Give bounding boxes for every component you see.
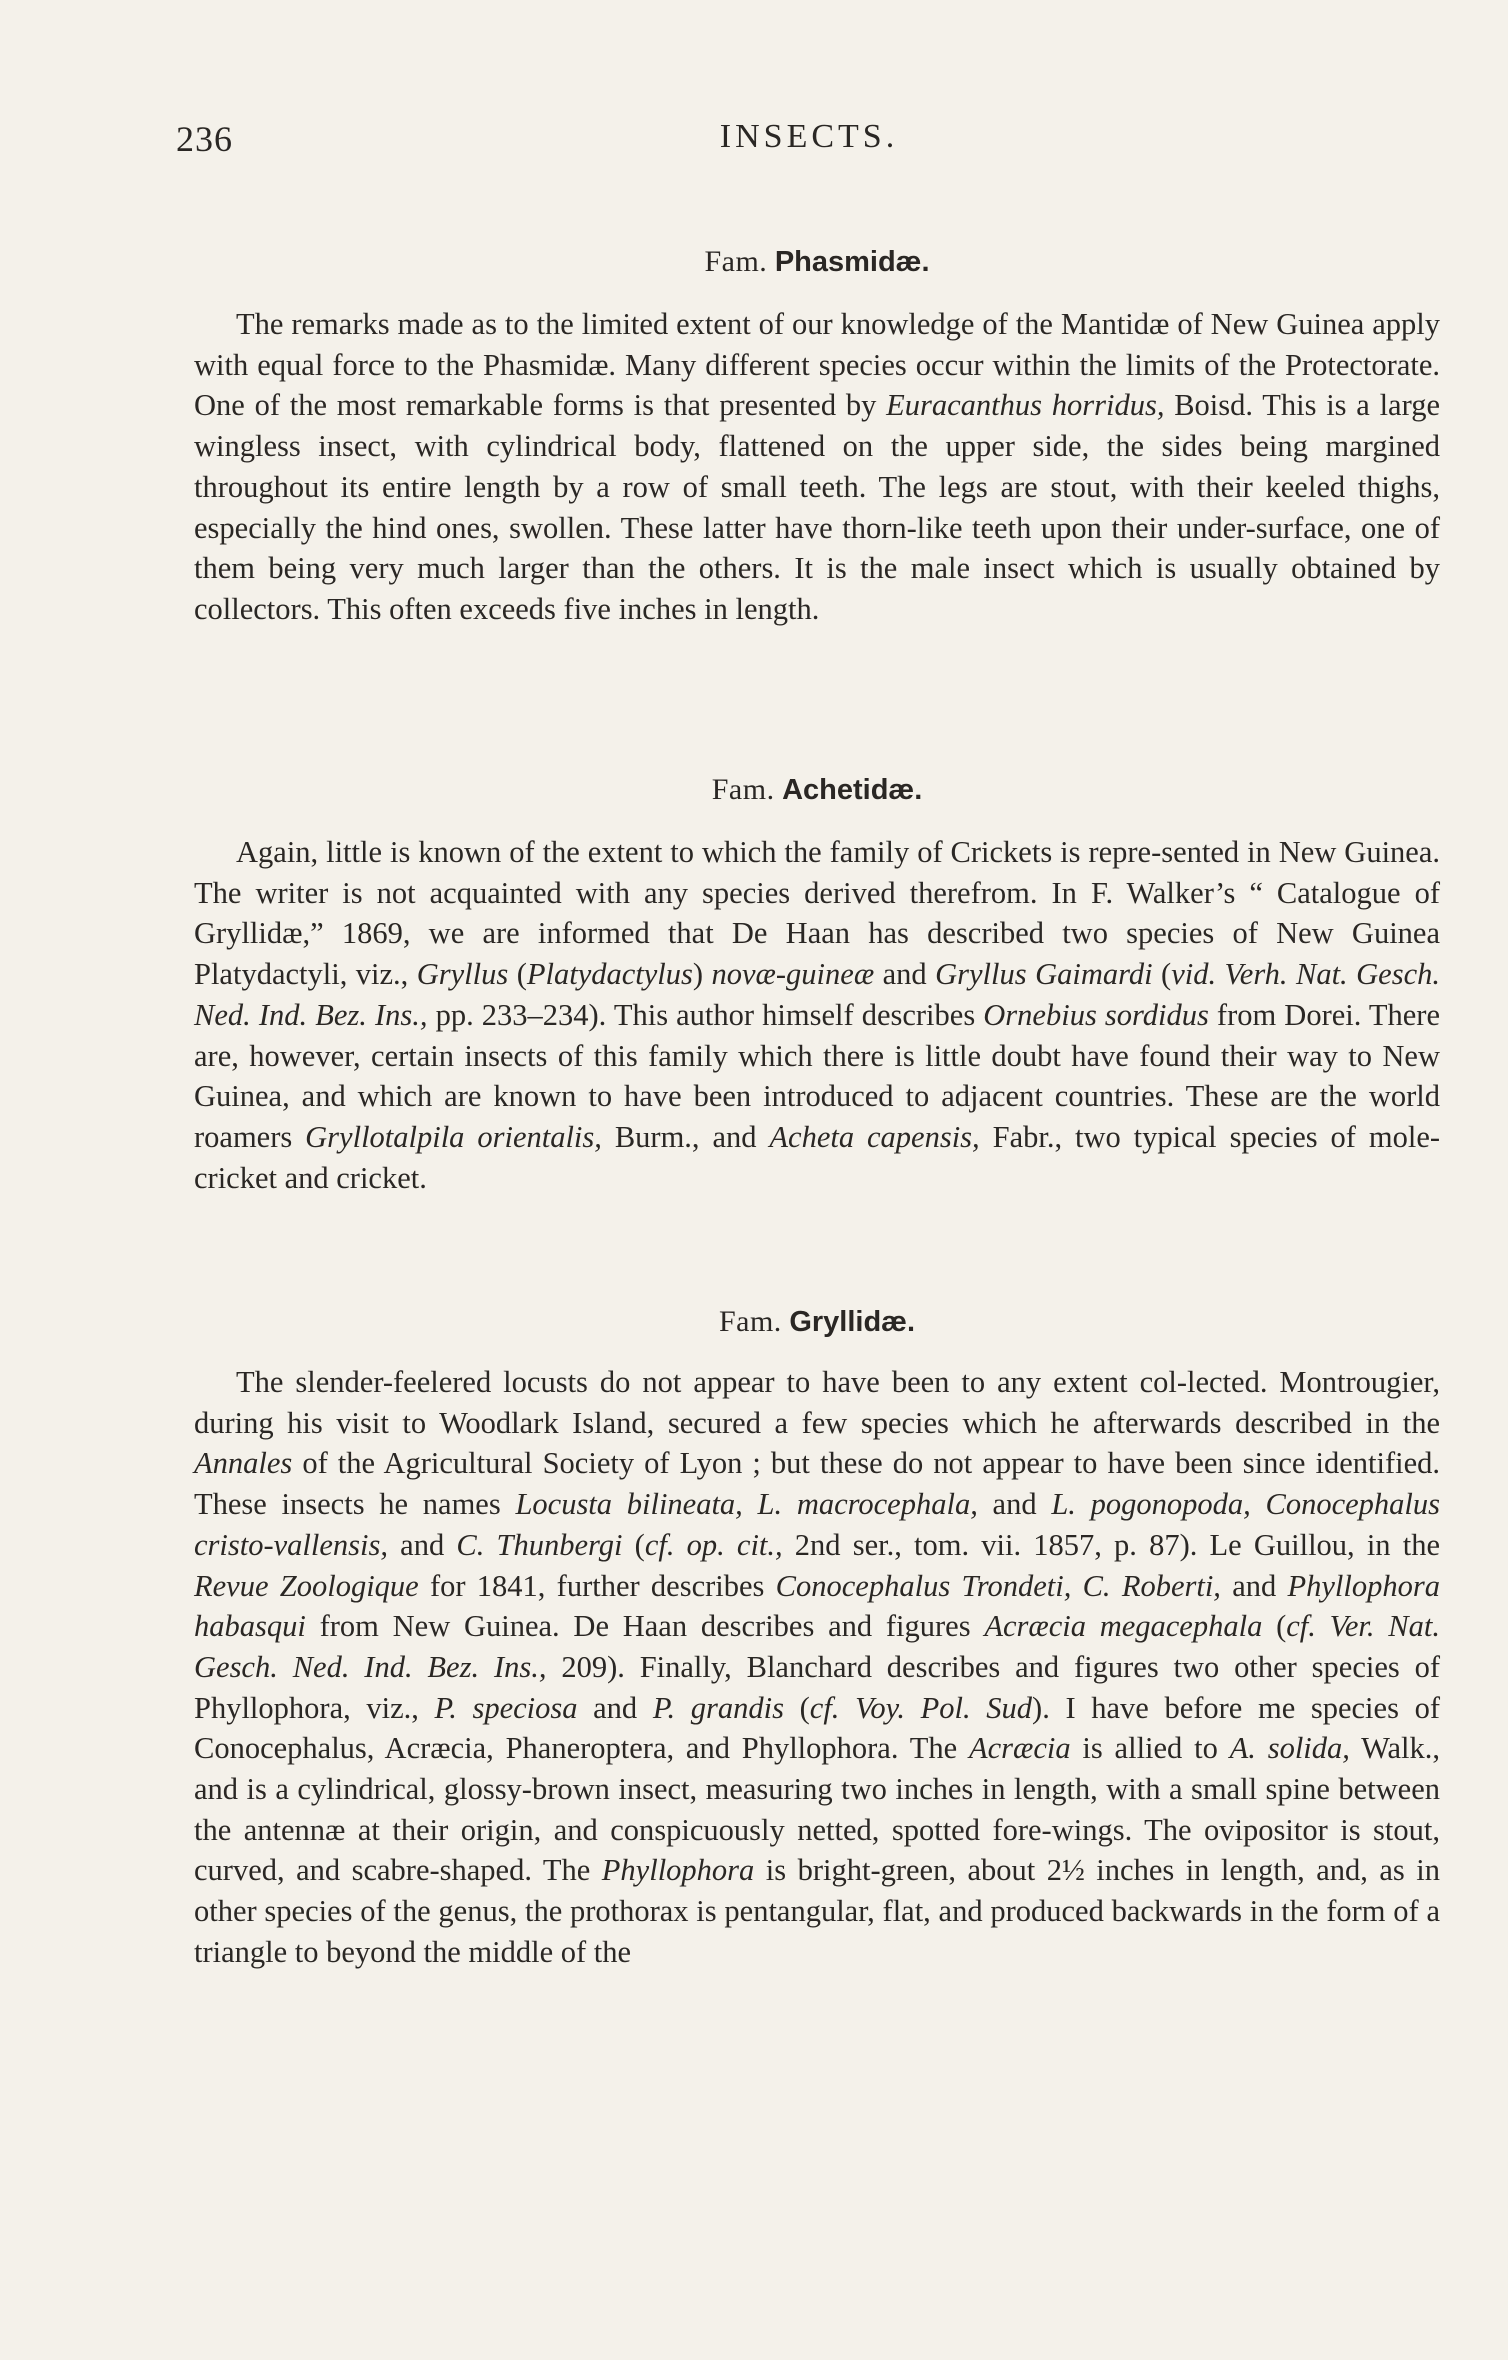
family-name: Gryllidæ. (789, 1306, 916, 1338)
section-heading (194, 240, 1440, 284)
italic-run: novæ-guineæ (711, 957, 875, 992)
italic-run: Annales (194, 1446, 293, 1481)
italic-run: cf. Voy. Pol. Sud (809, 1690, 1033, 1725)
italic-run: Platydactylus (526, 957, 693, 992)
fam-prefix: Fam. (704, 245, 768, 278)
section-achetidae (194, 768, 1440, 1198)
section-heading (194, 1300, 1440, 1344)
page-number: 236 (176, 119, 233, 159)
italic-run: A. solida, (1229, 1731, 1350, 1766)
section-paragraph: The remarks made as to the limited extent of our knowledge of the Mantidæ of New Guinea apply with equal force to the Phasmidæ. Many different species occur within the limits of the Protectorate. One of the most remarkable forms is that presented by Euracanthus horridus, Boisd. This is a large wingless insect, with cylindrical body, flattened on the upper side, the sides being margined throughout its entire length by a row of small teeth. The legs are stout, with their keeled thighs, especially the hind ones, swollen. These latter have thorn-like teeth upon their under-surface, one of them being very much larger than the others. It is the male insect which is usually obtained by collectors. This often exceeds five inches in length. (194, 307, 1440, 626)
italic-run: C. Thunbergi (456, 1527, 623, 1562)
italic-run: Acræcia megacephala (984, 1609, 1263, 1644)
italic-run: Euracanthus horridus, (886, 388, 1165, 423)
italic-run: vid. Verh. Nat. Gesch. Ned. Ind. Bez. Ins., (194, 957, 1440, 1032)
italic-run: Acheta capensis, (769, 1119, 980, 1154)
italic-run: P. speciosa (434, 1690, 578, 1725)
italic-run: cf. op. cit., (644, 1527, 783, 1562)
italic-run: Phyllophora (601, 1853, 755, 1888)
family-name: Achetidæ. (782, 774, 923, 806)
fraction-run: 2½ (1046, 1853, 1085, 1888)
italic-run: Gryllus Gaimardi (935, 957, 1153, 992)
italic-run: Gryllotalpila orientalis, (305, 1119, 602, 1154)
italic-run: P. grandis (652, 1690, 784, 1725)
section-paragraph: The slender-feelered locusts do not appear to have been to any extent col-lected. Montrougier, during his visit to Woodlark Island, secured a few species which he afterwards described in the Annales of the Agricultural Society of Lyon ; but these do not appear to have been since identified. These insects he names Locusta bilineata, L. macrocephala, and L. pogonopoda, Conocephalus cristo-vallensis, and C. Thunbergi (cf. op. cit., 2nd ser., tom. vii. 1857, p. 87). Le Guillou, in the Revue Zoologique for 1841, further describes Conocephalus Trondeti, C. Roberti, and Phyllophora habasqui from New Guinea. De Haan describes and figures Acræcia megacephala (cf. Ver. Nat. Gesch. Ned. Ind. Bez. Ins., 209). Finally, Blanchard describes and figures two other species of Phyllophora, viz., P. speciosa and P. grandis (cf. Voy. Pol. Sud). I have before me species of Conocephalus, Acræcia, Phaneroptera, and Phyllophora. The Acræcia is allied to A. solida, Walk., and is a cylindrical, glossy-brown insect, measuring two inches in length, with a small spine between the antennæ at their origin, and conspicuously netted, spotted fore-wings. The ovipositor is stout, curved, and scabre-shaped. The Phyllophora is bright-green, about 2½ inches in length, and, as in other species of the genus, the prothorax is pentangular, flat, and produced backwards in the form of a triangle to beyond the middle of the (194, 1365, 1441, 1969)
italic-run: Gryllus (416, 957, 509, 992)
italic-run: cf. Ver. Nat. Gesch. Ned. Ind. Bez. Ins., (194, 1609, 1440, 1684)
page-header (176, 118, 1442, 178)
fam-prefix: Fam. (718, 1305, 782, 1338)
family-name: Phasmidæ. (774, 246, 930, 278)
italic-run: Acræcia (968, 1731, 1071, 1766)
italic-run: L. pogonopoda, Conocephalus cristo-vallensis, (194, 1487, 1440, 1562)
italic-run: Revue Zoologique (194, 1568, 419, 1603)
italic-run: Phyllophora habasqui (194, 1568, 1440, 1644)
italic-run: Conocephalus Trondeti, C. Roberti, (775, 1568, 1221, 1603)
fam-prefix: Fam. (711, 773, 775, 806)
section-paragraph: Again, little is known of the extent to which the family of Crickets is repre-sented in New Guinea. The writer is not acquainted with any species derived therefrom. In F. Walker’s “ Catalogue of Gryllidæ,” 1869, we are informed that De Haan has described two species of New Guinea Platydactyli, viz., Gryllus (Platydactylus) novæ-guineæ and Gryllus Gaimardi (vid. Verh. Nat. Gesch. Ned. Ind. Bez. Ins., pp. 233–234). This author himself describes Ornebius sordidus from Dorei. There are, however, certain insects of this family which there is little doubt have found their way to New Guinea, and which are known to have been introduced to adjacent countries. These are the world roamers Gryllotalpila orientalis, Burm., and Acheta capensis, Fabr., two typical species of mole-cricket and cricket. (194, 835, 1441, 1195)
section-gryllidae (194, 1300, 1440, 1973)
section-phasmidae (194, 240, 1440, 630)
running-head: INSECTS. (719, 118, 899, 155)
italic-run: Locusta bilineata, L. macrocephala, (515, 1487, 978, 1522)
section-heading (194, 768, 1440, 812)
italic-run: Ornebius sordidus (983, 997, 1209, 1032)
